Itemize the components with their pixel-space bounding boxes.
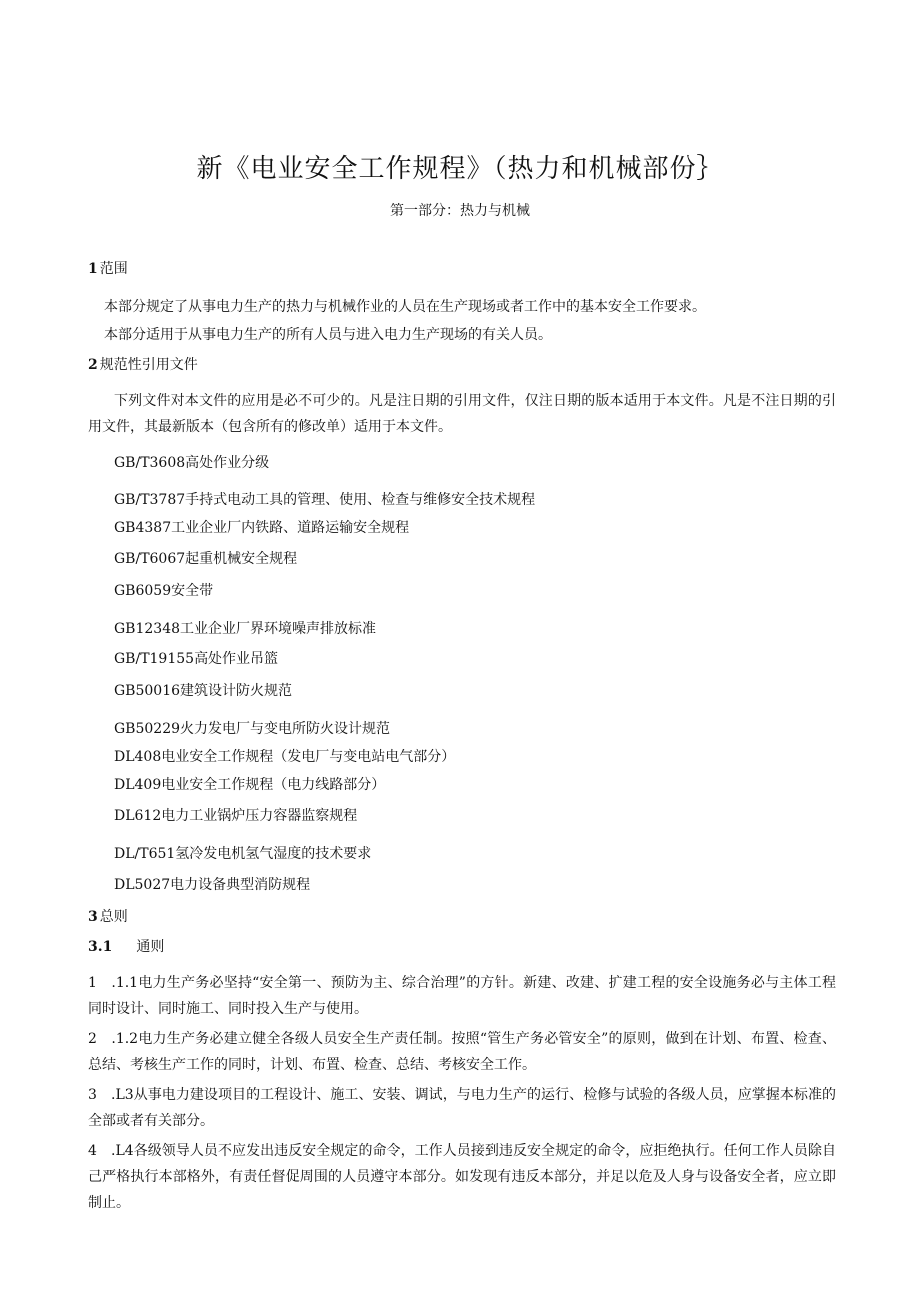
document-title: 新《电业安全工作规程》（热力和机械部份｝ [196,154,724,184]
reference-item: DL408电业安全工作规程（发电厂与变电站电气部分） [114,749,456,765]
document-subtitle: 第一部分：热力与机械 [390,203,530,219]
clause-item: 4 .L4各级领导人员不应发出违反安全规定的命令，工作人员接到违反安全规定的命令，应拒绝执行。任何工作人员除自己严格执行本部格外，有责任督促周围的人员遵守本部分。如发现有违反本部分，并足以危及人身与设备安全者，应立即制止。 [88,1143,836,1211]
section-1-paragraph: 本部分规定了从事电力生产的热力与机械作业的人员在生产现场或者工作中的基本安全工作要求。 [104,299,706,315]
section-1-title: 范围 [99,261,128,277]
section-3-number: 3 [88,909,98,925]
clause-item: 2 .1.2电力生产务必建立健全各级人员安全生产责任制。按照“管生产务必管安全”的原则，做到在计划、布置、检查、总结、考核生产工作的同时，计划、布置、检查、总结、考核安全工作。 [88,1031,836,1073]
reference-item: DL5027电力设备典型消防规程 [114,877,311,893]
reference-item: DL409电业安全工作规程（电力线路部分） [114,777,386,793]
subsection-3-1-heading [88,936,164,956]
reference-item: GB6059安全带 [114,583,214,599]
section-1-number: 1 [88,261,98,277]
section-2-number: 2 [88,357,98,373]
subsection-3-1-title: 通则 [136,939,165,955]
section-3-heading [88,906,128,926]
section-1-paragraph: 本部分适用于从事电力生产的所有人员与进入电力生产现场的有关人员。 [104,327,552,343]
reference-item: GB/T3787手持式电动工具的管理、使用、检查与维修安全技术规程 [114,492,536,508]
reference-item: DL612电力工业锅炉压力容器监察规程 [114,808,358,824]
reference-item: GB12348工业企业厂界环境噪声排放标准 [114,621,377,637]
section-1-heading [88,258,128,278]
reference-item: GB50016建筑设计防火规范 [114,683,293,699]
reference-item: GB/T3608高处作业分级 [114,455,270,471]
clause-item: 3 .L3从事电力建设项目的工程设计、施工、安装、调试，与电力生产的运行、检修与试验的各级人员，应掌握本标准的全部或者有关部分。 [88,1087,836,1129]
reference-item: DL/T651氢冷发电机氢气湿度的技术要求 [114,846,372,862]
section-3-title: 总则 [99,909,128,925]
subsection-3-1-number: 3.1 [88,939,113,955]
reference-item: GB/T6067起重机械安全规程 [114,551,298,567]
section-2-intro: 下列文件对本文件的应用是必不可少的。凡是注日期的引用文件，仅注日期的版本适用于本文件。凡是不注日期的引用文件，其最新版本（包含所有的修改单）适用于本文件。 [88,393,836,435]
reference-item: GB4387工业企业厂内铁路、道路运输安全规程 [114,520,410,536]
reference-item: GB/T19155高处作业吊篮 [114,651,279,667]
clause-item: 1 .1.1电力生产务必坚持“安全第一、预防为主、综合治理”的方针。新建、改建、扩建工程的安全设施务必与主体工程同时设计、同时施工、同时投入生产与使用。 [88,975,836,1017]
section-2-title: 规范性引用文件 [99,357,198,373]
reference-item: GB50229火力发电厂与变电所防火设计规范 [114,721,391,737]
section-2-heading [88,354,198,374]
